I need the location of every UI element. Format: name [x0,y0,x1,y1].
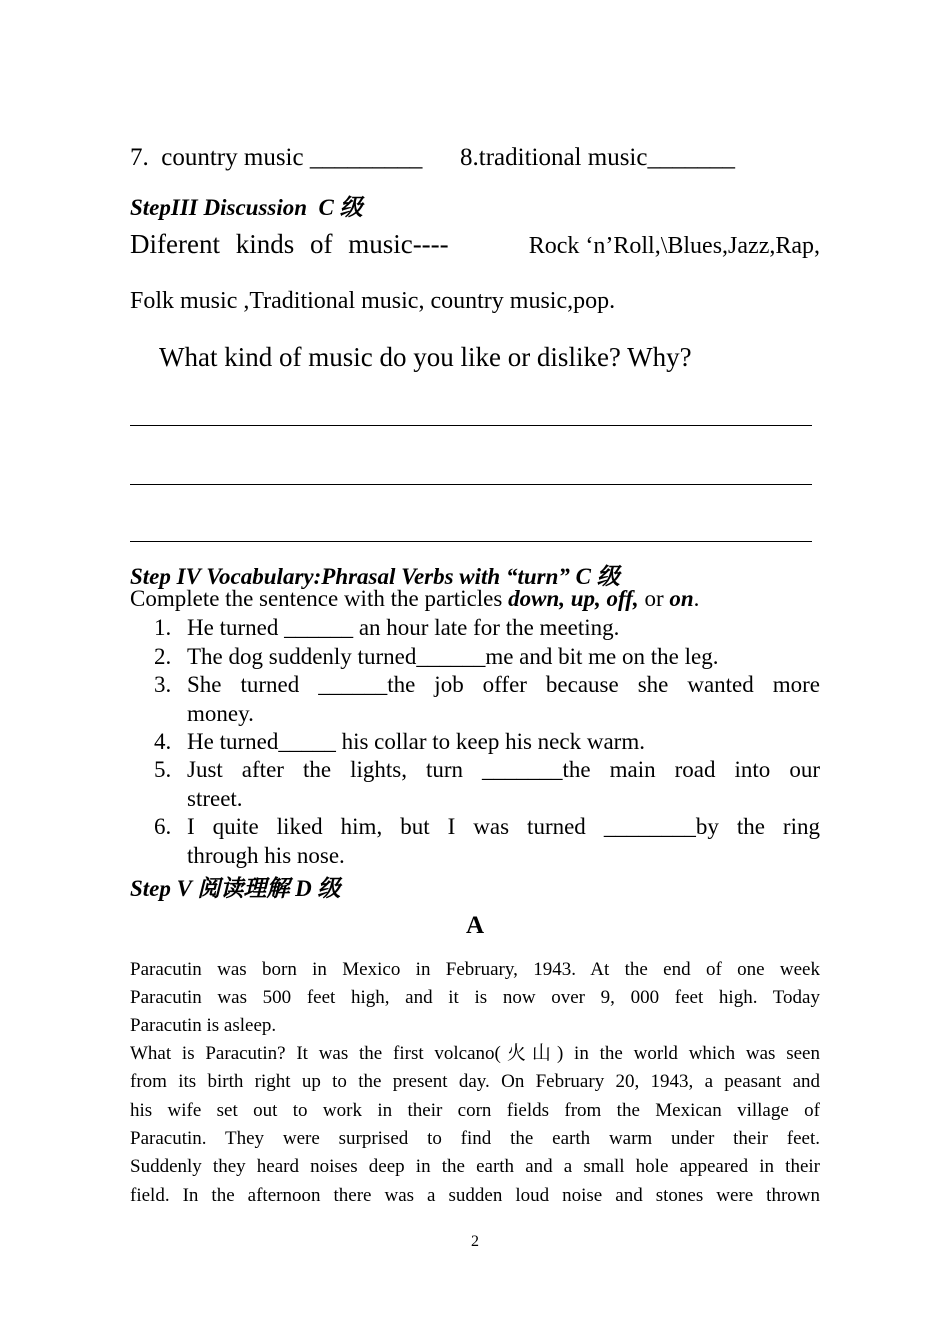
vocab-item-4 [130,728,820,757]
paragraph-line: his wife set out to work in their corn fields from the Mexican village of [130,1100,820,1121]
vocab-item-2 [130,643,820,672]
vocab-sentence-line-1: I quite liked him, but I was turned ________by the ring [187,814,820,839]
paragraph-line: Paracutin was born in Mexico in February, 1943. At the end of one week [130,959,820,980]
music-kinds-line-1 [130,229,820,260]
vocab-number: 4. [154,729,172,754]
discussion-question: What kind of music do you like or dislike? Why? [159,342,692,372]
instruction-end: . [693,586,700,611]
step5-heading: Step V 阅读理解 D 级 [130,876,341,901]
music-kinds-line-2: Folk music ,Traditional music, country music,pop. [130,288,616,314]
vocab-number: 6. [154,814,172,839]
answer-line-3[interactable] [130,541,812,542]
vocab-number: 3. [154,672,172,697]
vocab-sentence: He turned_____ his collar to keep his neck warm. [187,729,645,754]
instruction-particles: down, up, off, [508,586,639,611]
paragraph-line: Paracutin was 500 feet high, and it is now over 9, 000 feet high. Today [130,987,820,1008]
instruction-on: on [669,586,694,611]
vocab-item-3 [130,671,820,728]
paragraph-line: Suddenly they heard noises deep in the earth and a small hole appeared in their [130,1156,820,1177]
answer-line-1[interactable] [130,425,812,426]
vocab-sentence-line-2: through his nose. [187,842,345,868]
vocab-item-6 [130,813,820,870]
paragraph-line: from its birth right up to the present day. On February 20, 1943, a peasant and [130,1071,820,1092]
paragraph-line: Paracutin is asleep. [130,1015,277,1036]
paragraph-line: Paracutin. They were surprised to find the earth warm under their feet. [130,1128,820,1149]
step3-heading: StepIII Discussion C 级 [130,195,363,220]
vocab-item-1 [130,614,820,643]
item-8: 8.traditional music_______ [460,144,735,171]
vocab-number: 1. [154,615,172,640]
vocab-item-5 [130,756,820,813]
vocab-sentence: The dog suddenly turned______me and bit me on the leg. [187,644,719,669]
music-kinds-label: Diferent kinds of music---- [130,229,449,259]
paragraph-line: field. In the afternoon there was a sudden loud noise and stones were thrown [130,1185,820,1206]
step4-instruction [130,586,699,612]
vocab-sentence-line-1: Just after the lights, turn _______the main road into our [187,757,820,782]
answer-line-2[interactable] [130,484,812,485]
instruction-or: or [638,586,670,611]
instruction-text: Complete the sentence with the particles [130,586,509,611]
vocab-number: 5. [154,757,172,782]
vocab-sentence-line-2: money. [187,700,254,726]
paragraph-line: What is Paracutin? It was the first volcano(火山) in the world which was seen [130,1043,820,1064]
music-kinds-list: Rock ‘n’Roll,\Blues,Jazz,Rap, [528,233,820,259]
page-number: 2 [471,1233,479,1250]
vocab-sentence-line-2: street. [187,785,243,811]
item-7: 7. country music _________ [130,144,423,171]
step4-heading: Step IV Vocabulary:Phrasal Verbs with “turn” C 级 [130,564,620,589]
vocab-sentence-line-1: She turned ______the job offer because she wanted more [187,672,820,697]
passage-title: A [465,912,485,939]
vocab-sentence: He turned ______ an hour late for the meeting. [187,615,620,640]
vocab-number: 2. [154,644,172,669]
